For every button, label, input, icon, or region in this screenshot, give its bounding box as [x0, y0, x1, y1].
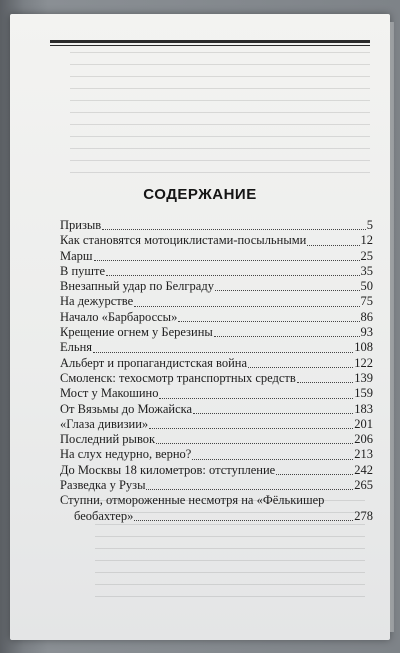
toc-entry: [60, 447, 373, 462]
toc-entry-title: Начало «Барбароссы»: [60, 309, 178, 324]
toc-leader-dots: [178, 321, 359, 322]
toc-entry: [60, 325, 373, 340]
toc-entry-page: 139: [354, 370, 373, 385]
toc-entry-title: Смоленск: техосмотр транспортных средств: [60, 370, 296, 385]
toc-entry-title: Внезапный удар по Белграду: [60, 279, 214, 294]
toc-entry-page: 206: [354, 432, 373, 447]
toc-leader-dots: [159, 398, 353, 399]
toc-entry: [60, 340, 373, 355]
toc-entry-page: 213: [354, 447, 373, 462]
toc-entry-title: Как становятся мотоциклистами-посыльными: [60, 233, 307, 248]
toc-entry-title: Ступни, отмороженные несмотря на «Фёлькишер: [60, 493, 325, 508]
toc-leader-dots: [134, 306, 359, 307]
toc-entry: [60, 478, 373, 493]
toc-entry: [60, 294, 373, 309]
toc-entry: [60, 402, 373, 417]
toc-entry: [60, 493, 373, 524]
toc-entry-title: Мост у Макошино: [60, 386, 159, 401]
toc-entry-page: 35: [360, 263, 373, 278]
header-rule: [50, 40, 370, 43]
toc-leader-dots: [146, 489, 353, 490]
toc-entry-page: 201: [354, 416, 373, 431]
toc-entry: [60, 432, 373, 447]
toc-entry-title: В пуште: [60, 263, 106, 278]
toc-leader-dots: [248, 367, 353, 368]
toc-entry-title: От Вязьмы до Можайска: [60, 401, 193, 416]
toc-entry-title: Разведка у Рузы: [60, 478, 146, 493]
toc-entry-title: Марш: [60, 248, 93, 263]
toc-entry-page: 159: [354, 386, 373, 401]
toc-entry: [60, 417, 373, 432]
toc-entry-page: 5: [366, 218, 373, 232]
toc-entry: [60, 356, 373, 371]
toc-entry-page: 122: [354, 355, 373, 370]
toc-entry-page: 12: [360, 233, 373, 248]
toc-leader-dots: [149, 428, 353, 429]
toc-leader-dots: [307, 245, 359, 246]
toc-leader-dots: [156, 443, 353, 444]
toc-entry-page: 25: [360, 248, 373, 263]
toc-entry-title-line2: беобахтер»: [74, 508, 134, 523]
toc-leader-dots: [297, 382, 353, 383]
toc-entry-title: Призыв: [60, 218, 102, 232]
toc-leader-dots: [192, 459, 353, 460]
toc-entry: [60, 463, 373, 478]
toc-list: [60, 218, 373, 524]
toc-entry: [60, 310, 373, 325]
toc-leader-dots: [193, 413, 353, 414]
toc-entry-title: Альберт и пропагандистская война: [60, 355, 248, 370]
toc-entry: [60, 249, 373, 264]
toc-entry: [60, 279, 373, 294]
toc-entry-page: 108: [354, 340, 373, 355]
header-rule-thin: [50, 45, 370, 46]
toc-leader-dots: [94, 260, 360, 261]
toc-entry-page: 75: [360, 294, 373, 309]
toc-entry-title: До Москвы 18 километров: отступление: [60, 462, 276, 477]
toc-leader-dots: [102, 229, 366, 230]
toc-leader-dots: [106, 275, 359, 276]
toc-entry-title: Ельня: [60, 340, 93, 355]
toc-entry-title: На дежурстве: [60, 294, 134, 309]
toc-entry-page: 86: [360, 309, 373, 324]
toc-leader-dots: [276, 474, 353, 475]
toc-entry: [60, 371, 373, 386]
toc-entry-title-continued: [60, 509, 373, 524]
toc-entry-page: 278: [354, 508, 373, 523]
toc-entry: [60, 386, 373, 401]
show-through-text: [70, 52, 370, 192]
toc-entry-title: Последний рывок: [60, 432, 156, 447]
toc-entry-page: 242: [354, 462, 373, 477]
toc-entry: [60, 218, 373, 233]
toc-entry-page: 50: [360, 279, 373, 294]
toc-entry-page: 93: [360, 325, 373, 340]
toc-entry-page: 183: [354, 401, 373, 416]
toc-entry: [60, 264, 373, 279]
toc-leader-dots: [134, 520, 353, 521]
toc-entry-title: Крещение огнем у Березины: [60, 325, 213, 340]
toc-entry-page: 265: [354, 478, 373, 493]
toc-leader-dots: [215, 290, 360, 291]
toc-entry-title: На слух недурно, верно?: [60, 447, 192, 462]
toc-entry: [60, 233, 373, 248]
toc-leader-dots: [214, 336, 360, 337]
toc-leader-dots: [93, 352, 353, 353]
toc-entry-title: «Глаза дивизии»: [60, 416, 149, 431]
toc-title: СОДЕРЖАНИЕ: [143, 186, 257, 203]
